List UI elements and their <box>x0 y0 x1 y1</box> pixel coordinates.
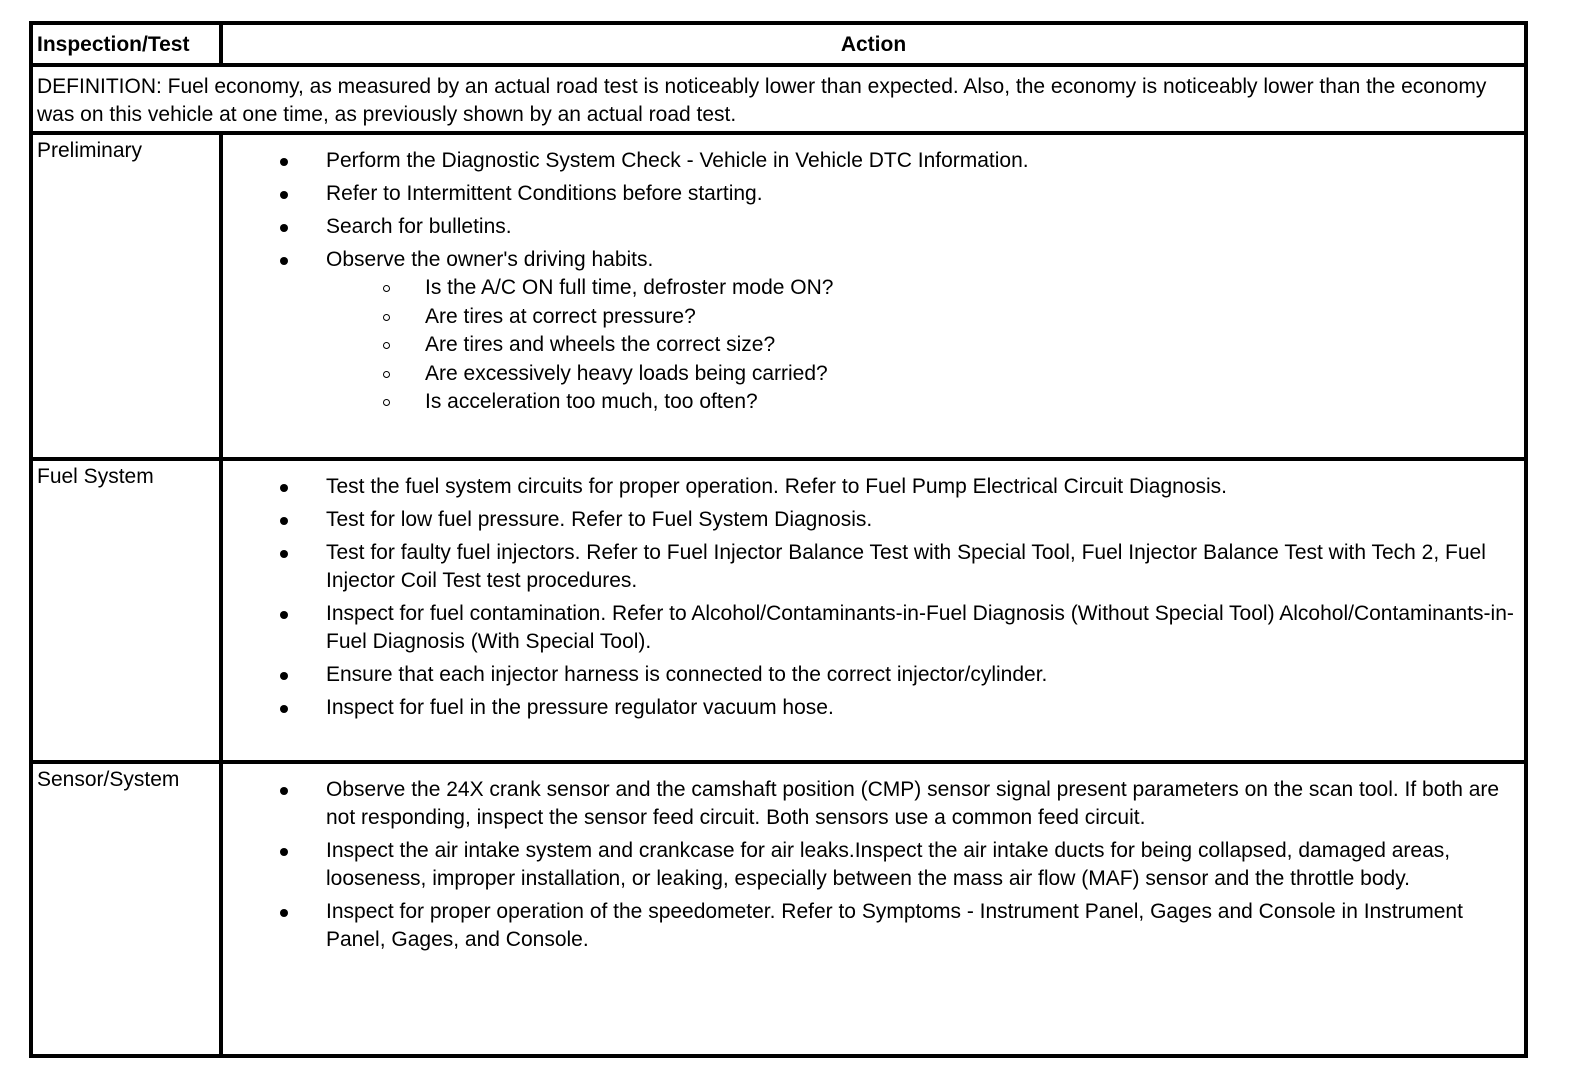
list-item: Observe the 24X crank sensor and the camshaft position (CMP) sensor signal present parameters on the scan tool. If both are not responding, inspect the sensor feed circuit. Both sensors use a common feed circuit. <box>223 776 1518 832</box>
action-list <box>223 461 1524 722</box>
header-action: Action <box>840 33 907 56</box>
bullet-icon <box>280 158 288 166</box>
row-actions <box>223 135 1524 457</box>
circle-bullet-icon <box>383 399 390 406</box>
list-item: Test the fuel system circuits for proper operation. Refer to Fuel Pump Electrical Circuit Diagnosis. <box>223 473 1518 501</box>
row-label: Preliminary <box>33 135 223 457</box>
bullet-icon <box>280 484 288 492</box>
circle-bullet-icon <box>383 371 390 378</box>
list-item: Inspect for proper operation of the speedometer. Refer to Symptoms - Instrument Panel, Gages and Console in Instrument Panel, Gages, and Console. <box>223 898 1518 954</box>
sub-list-item: Are tires at correct pressure? <box>326 303 1518 332</box>
action-list <box>223 135 1524 417</box>
bullet-icon <box>280 611 288 619</box>
sub-list-item: Are excessively heavy loads being carried? <box>326 360 1518 389</box>
bullet-icon <box>280 224 288 232</box>
bullet-icon <box>280 909 288 917</box>
list-item: Observe the owner's driving habits. Is the A/C ON full time, defroster mode ON? Are tires at correct pressure? Are tires and wheels the correct size? Are excessively heavy loads being carried? Is acceleration too much, too often? <box>223 246 1518 417</box>
list-item: Inspect for fuel contamination. Refer to Alcohol/Contaminants-in-Fuel Diagnosis (Without Special Tool) Alcohol/Contaminants-in-Fuel Diagnosis (With Special Tool). <box>223 600 1518 656</box>
sub-list <box>326 274 1518 417</box>
list-item: Inspect the air intake system and crankcase for air leaks.Inspect the air intake ducts for being collapsed, damaged areas, looseness, improper installation, or leaking, especially between the mass air flow (MAF) sensor and the throttle body. <box>223 837 1518 893</box>
table-row-sensor-system <box>33 764 1524 1054</box>
table-header-row <box>33 25 1524 67</box>
list-item: Inspect for fuel in the pressure regulator vacuum hose. <box>223 694 1518 722</box>
sub-list-item: Is acceleration too much, too often? <box>326 388 1518 417</box>
list-item: Search for bulletins. <box>223 213 1518 241</box>
bullet-icon <box>280 848 288 856</box>
list-item: Ensure that each injector harness is connected to the correct injector/cylinder. <box>223 661 1518 689</box>
row-actions <box>223 461 1524 760</box>
circle-bullet-icon <box>383 342 390 349</box>
bullet-icon <box>280 191 288 199</box>
bullet-icon <box>280 550 288 558</box>
definition-text: DEFINITION: Fuel economy, as measured by an actual road test is noticeably lower than expected. Also, the economy is noticeably lower than the economy was on this vehicle at one time, as previously shown by an actual road test. <box>37 75 1487 126</box>
bullet-icon <box>280 672 288 680</box>
row-label: Fuel System <box>33 461 223 760</box>
circle-bullet-icon <box>383 314 390 321</box>
sub-list-item: Is the A/C ON full time, defroster mode ON? <box>326 274 1518 303</box>
bullet-icon <box>280 705 288 713</box>
row-label: Sensor/System <box>33 764 223 1054</box>
bullet-icon <box>280 787 288 795</box>
row-actions <box>223 764 1524 1054</box>
table-row-fuel-system <box>33 461 1524 764</box>
sub-list-item: Are tires and wheels the correct size? <box>326 331 1518 360</box>
header-inspection-test: Inspection/Test <box>33 25 223 63</box>
circle-bullet-icon <box>383 285 390 292</box>
list-item: Test for faulty fuel injectors. Refer to Fuel Injector Balance Test with Special Tool, Fuel Injector Balance Test with Tech 2, Fuel Injector Coil Test test procedures. <box>223 539 1518 595</box>
definition-row <box>33 67 1524 135</box>
list-item: Test for low fuel pressure. Refer to Fuel System Diagnosis. <box>223 506 1518 534</box>
action-list <box>223 764 1524 954</box>
bullet-icon <box>280 517 288 525</box>
diagnostic-table <box>29 21 1528 1058</box>
list-item: Perform the Diagnostic System Check - Vehicle in Vehicle DTC Information. <box>223 147 1518 175</box>
table-row-preliminary <box>33 135 1524 461</box>
list-item: Refer to Intermittent Conditions before starting. <box>223 180 1518 208</box>
bullet-icon <box>280 257 288 265</box>
